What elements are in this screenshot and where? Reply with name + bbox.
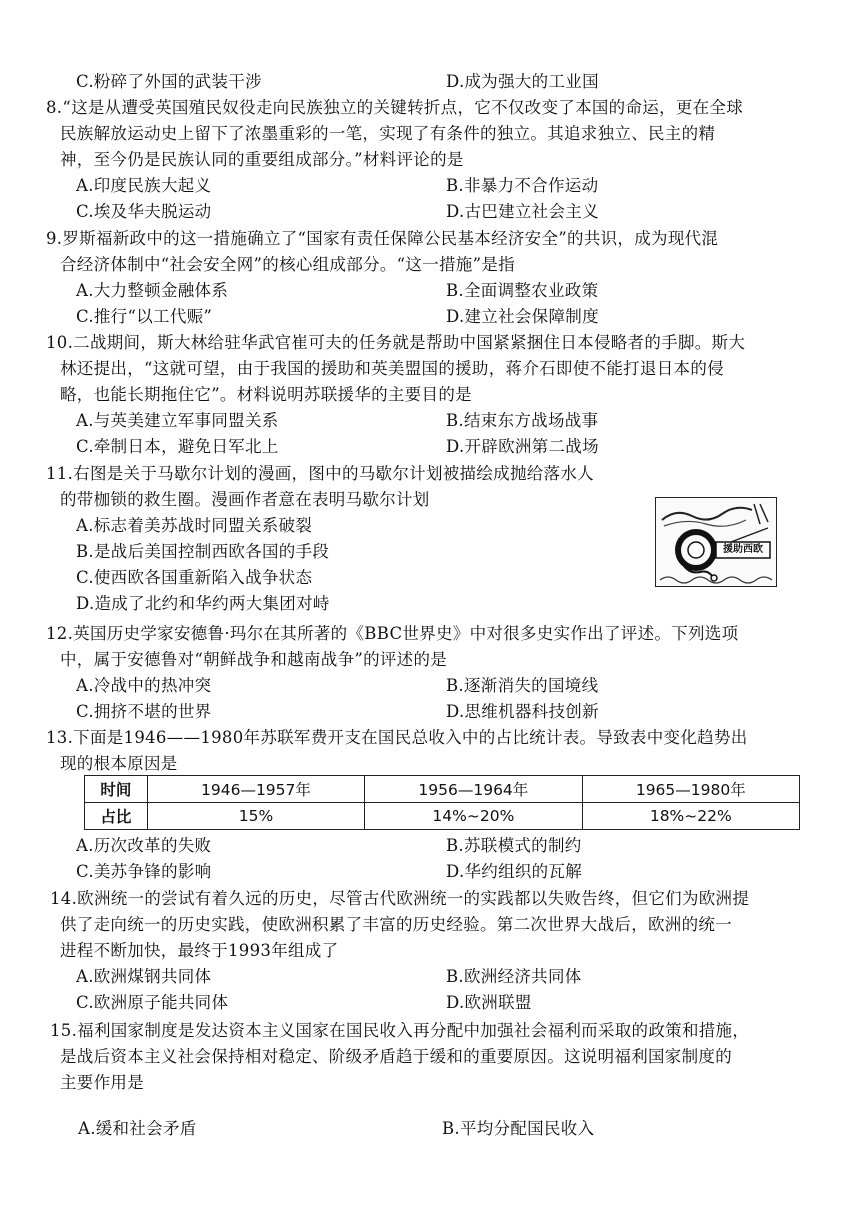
q12-stem-line1: 12.英国历史学家安德鲁·玛尔在其所著的《BBC世界史》中对很多史实作出了评述。下列选项 [46,624,739,643]
table-header-cell: 1965—1980年 [582,776,799,803]
q9-option-c: C.推行“以工代赈” [76,307,213,326]
q13-option-b: B.苏联模式的制约 [446,836,582,855]
q14-option-c: C.欧洲原子能共同体 [76,993,229,1012]
q10-option-d: D.开辟欧洲第二战场 [446,437,599,456]
q9-option-a: A.大力整顿金融体系 [76,281,229,300]
table-header-cell: 时间 [85,776,148,803]
q14-option-d: D.欧洲联盟 [446,993,532,1012]
marshall-plan-cartoon [655,497,777,587]
q8-option-d: D.古巴建立社会主义 [446,202,599,221]
military-spending-table [84,775,800,830]
q10-stem-line1: 10.二战期间，斯大林给驻华武官崔可夫的任务就是帮助中国紧紧捆住日本侵略者的手脚。斯大 [46,333,746,352]
q10-option-c: C.牵制日本，避免日军北上 [76,437,279,456]
q12-option-d: D.思维机器科技创新 [446,702,599,721]
q15-stem-line1: 15.福利国家制度是发达资本主义国家在国民收入再分配中加强社会福利而采取的政策和措施， [50,1021,750,1040]
q12-option-a: A.冷战中的热冲突 [76,676,212,695]
q9-stem-line1: 9.罗斯福新政中的这一措施确立了“国家有责任保障公民基本经济安全”的共识，成为现代混 [46,229,719,248]
q15-option-a: A.缓和社会矛盾 [78,1119,197,1138]
q13-option-d: D.华约组织的瓦解 [446,862,583,881]
q14-option-b: B.欧洲经济共同体 [446,967,582,986]
q11-stem-line2: 的带枷锁的救生圈。漫画作者意在表明马歇尔计划 [60,490,430,509]
q13-stem-line1: 13.下面是1946——1980年苏联军费开支在国民总收入中的占比统计表。导致表中变化趋势出 [46,728,748,747]
q14-stem-line2: 供了走向统一的历史实践，使欧洲积累了丰富的历史经验。第二次世界大战后，欧洲的统一 [60,915,732,934]
q9-stem-line2: 合经济体制中“社会安全网”的核心组成部分。“这一措施”是指 [60,255,515,274]
q15-stem-line2: 是战后资本主义社会保持相对稳定、阶级矛盾趋于缓和的重要原因。这说明福利国家制度的 [60,1047,732,1066]
q12-option-b: B.逐渐消失的国境线 [446,676,599,695]
q10-option-b: B.结束东方战场战事 [446,411,599,430]
q8-option-a: A.印度民族大起义 [76,176,212,195]
q8-option-c: C.埃及华夫脱运动 [76,202,212,221]
table-cell: 14%~20% [365,803,582,830]
q10-stem-line2: 林还提出，“这就可望，由于我国的援助和英美盟国的援助，蒋介石即使不能打退日本的侵 [60,359,724,378]
q13-option-a: A.历次改革的失败 [76,836,212,855]
q15-option-b: B.平均分配国民收入 [442,1119,595,1138]
table-cell: 占比 [85,803,148,830]
q11-option-a: A.标志着美苏战时同盟关系破裂 [76,516,313,535]
q11-option-d: D.造成了北约和华约两大集团对峙 [76,594,330,613]
q7-option-d: D.成为强大的工业国 [446,72,599,91]
q14-option-a: A.欧洲煤钢共同体 [76,967,212,986]
q12-option-c: C.拥挤不堪的世界 [76,702,212,721]
table-cell: 18%~22% [582,803,799,830]
cartoon-label: 援助西欧 [723,544,763,555]
q8-option-b: B.非暴力不合作运动 [446,176,599,195]
q7-option-c: C.粉碎了外国的武装干涉 [76,72,262,91]
q10-option-a: A.与英美建立军事同盟关系 [76,411,279,430]
q11-option-c: C.使西欧各国重新陷入战争状态 [76,568,313,587]
q12-stem-line2: 中，属于安德鲁对“朝鲜战争和越南战争”的评述的是 [60,650,448,669]
q8-stem-line3: 神，至今仍是民族认同的重要组成部分。”材料评论的是 [60,150,464,169]
q8-stem-line1: 8.“这是从遭受英国殖民奴役走向民族独立的关键转折点，它不仅改变了本国的命运，更在全球 [46,98,744,117]
table-header-row [85,776,800,803]
q15-stem-line3: 主要作用是 [60,1073,144,1092]
q13-stem-line2: 现的根本原因是 [60,754,178,773]
q11-stem-line1: 11.右图是关于马歇尔计划的漫画，图中的马歇尔计划被描绘成抛给落水人 [46,464,594,483]
q9-option-d: D.建立社会保障制度 [446,307,599,326]
q10-stem-line3: 略，也能长期拖住它”。材料说明苏联援华的主要目的是 [60,385,472,404]
q9-option-b: B.全面调整农业政策 [446,281,599,300]
q14-stem-line3: 进程不断加快，最终于1993年组成了 [60,941,339,960]
q11-option-b: B.是战后美国控制西欧各国的手段 [76,542,330,561]
q8-stem-line2: 民族解放运动史上留下了浓墨重彩的一笔，实现了有条件的独立。其追求独立、民主的精 [60,124,716,143]
table-cell: 15% [147,803,364,830]
table-header-cell: 1956—1964年 [365,776,582,803]
table-header-cell: 1946—1957年 [147,776,364,803]
q13-option-c: C.美苏争锋的影响 [76,862,212,881]
table-row [85,803,800,830]
q14-stem-line1: 14.欧洲统一的尝试有着久远的历史，尽管古代欧洲统一的实践都以失败告终，但它们为欧洲提 [50,889,750,908]
